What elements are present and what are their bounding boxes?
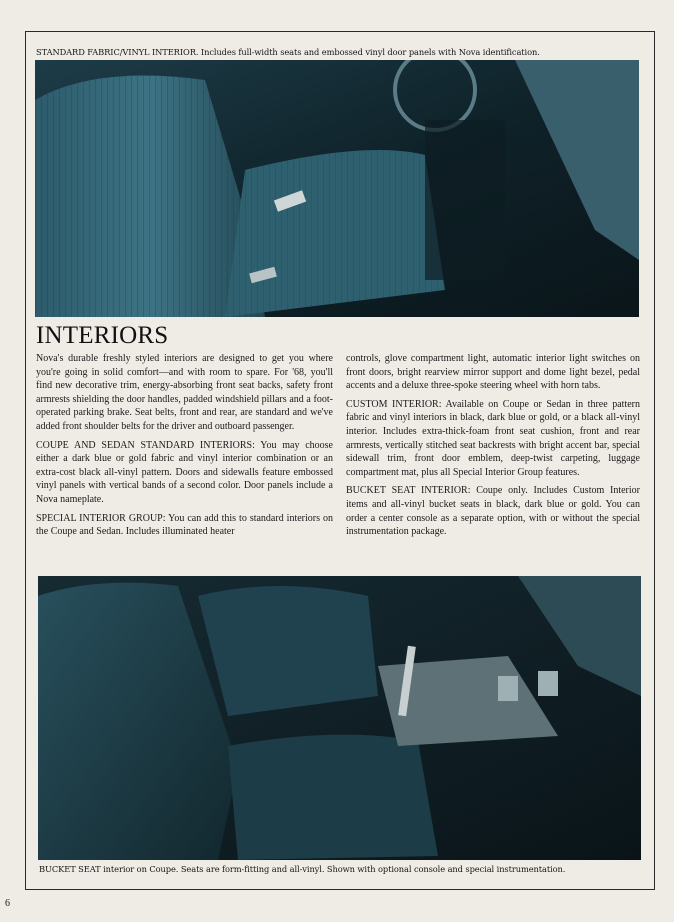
standard-interior-photo [35,60,639,317]
left-text-column [36,352,333,544]
bottom-photo-caption: BUCKET SEAT interior on Coupe. Seats are form-fitting and all-vinyl. Shown with optional console and special instrumentation. [39,864,566,874]
top-photo-caption: STANDARD FABRIC/VINYL INTERIOR. Includes full-width seats and embossed vinyl door panels with Nova identification. [36,47,540,57]
right-text-column [346,352,640,544]
page-number: 6 [5,898,10,909]
custom-interior-paragraph: CUSTOM INTERIOR: Available on Coupe or Sedan in three pattern fabric and vinyl interiors in black, dark blue or gold, or a black all-vinyl interior. Includes extra-thick-foam front seat cushion, front and rear armrests, vertically stitched seat backrests with bright accent bar, special sidewall trim, front door emblem, deep-twist carpeting, luggage compartment mat, plus all Special Interior Group features. [346,398,640,478]
bucket-seat-paragraph: BUCKET SEAT INTERIOR: Coupe only. Includes Custom Interior items and all-vinyl bucket seats in black, dark blue or gold. You can order a center console as a separate option, with or without the special instrumentation package. [346,485,640,538]
special-interior-group-paragraph: SPECIAL INTERIOR GROUP: You can add this to standard interiors on the Coupe and Sedan. Includes illuminated heater [36,512,333,538]
special-group-continued-paragraph: controls, glove compartment light, automatic interior light switches on front doors, bright rearview mirror support and dome light bezel, pedal accents and a deluxe three-spoke steering wheel with horn tabs. [346,353,640,392]
page-heading: INTERIORS [36,322,169,349]
standard-interiors-paragraph: COUPE AND SEDAN STANDARD INTERIORS: You may choose either a dark blue or gold fabric and vinyl interior combination or an extra-cost black all-vinyl pattern. Doors and sidewalls feature embossed vinyl panels with vertical bands of a second color. Door panels include a Nova nameplate. [36,439,333,505]
bucket-seat-interior-photo [38,576,641,860]
intro-paragraph: Nova's durable freshly styled interiors are designed to get you where you're going in solid comfort—and with room to spare. For '68, you'll find new decorative trim, energy-absorbing front seat backs, safety front armrests shielding the door handles, padded windshield pillars and a foot-operated parking brake. Seat belts, front and rear, are standard and we've added front shoulder belts for the driver and outboard passenger. [36,353,333,432]
